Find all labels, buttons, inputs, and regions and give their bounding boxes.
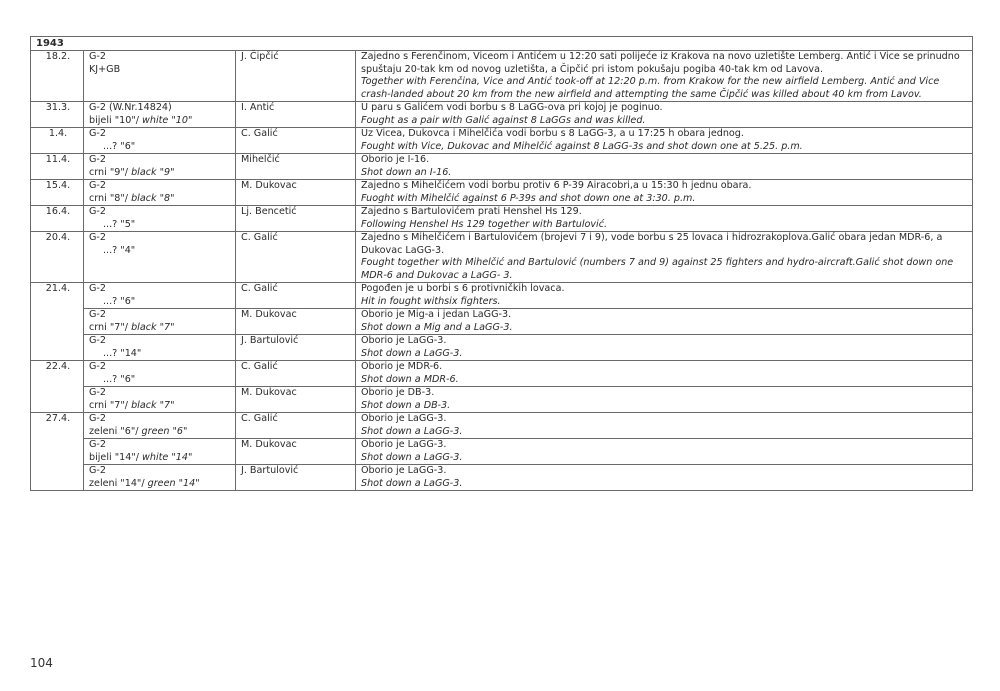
description-cell: [356, 180, 973, 206]
aircraft-marking: crni "7"/: [89, 399, 129, 411]
description-cell: [356, 361, 973, 387]
aircraft-marking: ...? "14": [103, 347, 142, 359]
aircraft-marking-line: [89, 141, 232, 154]
aircraft-marking-en: green "14": [147, 477, 200, 489]
aircraft-marking: crni "9"/: [89, 166, 129, 178]
description-cell: [356, 102, 973, 128]
aircraft-cell: [84, 309, 236, 335]
aircraft-marking-line: [89, 400, 232, 413]
aircraft-marking: ...? "6": [103, 373, 136, 385]
aircraft-marking-line: [89, 167, 232, 180]
description-croatian: Oborio je MDR-6.: [361, 361, 443, 372]
description-english: Shot down an I-16.: [361, 166, 452, 178]
aircraft-type: G-2: [89, 413, 106, 424]
aircraft-marking: ...? "6": [103, 295, 136, 307]
aircraft-cell: [84, 102, 236, 128]
date-cell: [31, 387, 84, 413]
description-english: Fought as a pair with Galić against 8 LaGGs and was killed.: [361, 114, 646, 126]
aircraft-cell: [84, 361, 236, 387]
aircraft-type: G-2: [89, 180, 106, 191]
log-row: [31, 232, 973, 283]
aircraft-type: G-2: [89, 439, 106, 450]
description-english: Shot down a LaGG-3.: [361, 477, 463, 489]
description-croatian: Oborio je DB-3.: [361, 387, 435, 398]
aircraft-marking-line: [89, 348, 232, 361]
aircraft-cell: [84, 232, 236, 283]
description-english: Following Henshel Hs 129 together with Bartulović.: [361, 218, 608, 230]
description-croatian: Oborio je I-16.: [361, 154, 430, 165]
description-croatian: Oborio je Mig-a i jedan LaGG-3.: [361, 309, 512, 320]
aircraft-cell: [84, 206, 236, 232]
description-english: Shot down a Mig and a LaGG-3.: [361, 321, 513, 333]
pilot-cell: I. Antić: [236, 102, 356, 128]
aircraft-cell: [84, 465, 236, 491]
aircraft-cell: [84, 154, 236, 180]
aircraft-marking-en: green "6": [141, 425, 188, 437]
aircraft-type: G-2: [89, 154, 106, 165]
description-cell: [356, 387, 973, 413]
combat-log-table: [30, 36, 973, 491]
log-row: [31, 180, 973, 206]
year-label: 1943: [31, 37, 973, 51]
aircraft-marking: zeleni "6"/: [89, 425, 139, 437]
date-cell: [31, 309, 84, 335]
aircraft-cell: [84, 283, 236, 309]
description-croatian: Oborio je LaGG-3.: [361, 413, 447, 424]
aircraft-marking: ...? "4": [103, 244, 136, 256]
pilot-cell: M. Dukovac: [236, 309, 356, 335]
description-english: Fuoght with Mihelčić against 6 P-39s and shot down one at 3:30. p.m.: [361, 192, 696, 204]
pilot-cell: C. Galić: [236, 232, 356, 283]
date-cell: 1.4.: [31, 128, 84, 154]
date-cell: 11.4.: [31, 154, 84, 180]
pilot-cell: C. Galić: [236, 128, 356, 154]
description-cell: [356, 206, 973, 232]
aircraft-type: G-2: [89, 465, 106, 476]
aircraft-marking-line: [89, 452, 232, 465]
aircraft-marking-line: [89, 64, 232, 77]
description-english: Fought together with Mihelčić and Bartulović (numbers 7 and 9) against 25 fighters and hydro-aircraft.Galić shot down one MDR-6 and Dukovac a LaGG- 3.: [361, 257, 954, 281]
aircraft-cell: [84, 51, 236, 102]
description-english: Shot down a LaGG-3.: [361, 425, 463, 437]
aircraft-marking-line: [89, 115, 232, 128]
log-row: [31, 206, 973, 232]
description-croatian: Oborio je LaGG-3.: [361, 465, 447, 476]
aircraft-type: G-2: [89, 361, 106, 372]
description-cell: [356, 128, 973, 154]
description-cell: [356, 309, 973, 335]
aircraft-type: G-2: [89, 51, 106, 62]
description-english: Together with Ferenčina, Vice and Antić took-off at 12:20 p.m. from Krakow for the new airfield Lemberg. Antić and Vice crash-landed about 20 km from the new airfield and attempting the same Čipčić was killed about 40 km from Lavov.: [361, 76, 940, 100]
pilot-cell: J. Bartulović: [236, 335, 356, 361]
description-cell: [356, 283, 973, 309]
aircraft-type: G-2 (W.Nr.14824): [89, 102, 172, 113]
aircraft-marking-en: black "8": [131, 192, 175, 204]
aircraft-cell: [84, 335, 236, 361]
aircraft-marking-line: [89, 322, 232, 335]
aircraft-marking-line: [89, 193, 232, 206]
description-cell: [356, 465, 973, 491]
combat-log-body: [31, 37, 973, 491]
aircraft-marking: KJ+GB: [89, 63, 121, 75]
aircraft-marking-line: [89, 245, 232, 258]
description-cell: [356, 154, 973, 180]
log-row: [31, 465, 973, 491]
aircraft-marking-en: black "9": [131, 166, 175, 178]
aircraft-type: G-2: [89, 206, 106, 217]
aircraft-marking-line: [89, 296, 232, 309]
log-row: [31, 102, 973, 128]
aircraft-marking-en: black "7": [131, 321, 175, 333]
description-cell: [356, 439, 973, 465]
aircraft-marking: ...? "5": [103, 218, 136, 230]
description-croatian: Zajedno s Mihelčićem i Bartulovićem (brojevi 7 i 9), vode borbu s 25 lovaca i hidrozrakoplova.Galić obara jedan MDR-6, a Dukovac LaGG-3.: [361, 232, 943, 256]
date-cell: [31, 465, 84, 491]
description-croatian: Zajedno s Bartulovićem prati Henshel Hs 129.: [361, 206, 582, 217]
log-row: [31, 361, 973, 387]
log-row: [31, 335, 973, 361]
description-english: Shot down a LaGG-3.: [361, 451, 463, 463]
pilot-cell: Lj. Bencetić: [236, 206, 356, 232]
aircraft-type: G-2: [89, 128, 106, 139]
aircraft-type: G-2: [89, 283, 106, 294]
date-cell: [31, 335, 84, 361]
pilot-cell: M. Dukovac: [236, 387, 356, 413]
pilot-cell: M. Dukovac: [236, 439, 356, 465]
log-row: [31, 309, 973, 335]
aircraft-marking: zeleni "14"/: [89, 477, 145, 489]
description-croatian: Zajedno s Ferenčinom, Viceom i Antićem u 12:20 sati polijeće iz Krakova na novo uzletište Lemberg. Antić i Vice se prinudno spuštaju 20-tak km od novog uzletišta, a Čipčić pri istom pokušaju pogiba 40-tak km od Lavova.: [361, 51, 960, 75]
description-english: Shot down a MDR-6.: [361, 373, 459, 385]
date-cell: [31, 439, 84, 465]
aircraft-type: G-2: [89, 335, 106, 346]
date-cell: 15.4.: [31, 180, 84, 206]
aircraft-marking-line: [89, 374, 232, 387]
description-croatian: Zajedno s Mihelčićem vodi borbu protiv 6 P-39 Airacobri,a u 15:30 h jednu obara.: [361, 180, 752, 191]
aircraft-marking-line: [89, 219, 232, 232]
date-cell: 22.4.: [31, 361, 84, 387]
aircraft-cell: [84, 439, 236, 465]
aircraft-type: G-2: [89, 309, 106, 320]
aircraft-cell: [84, 387, 236, 413]
date-cell: 20.4.: [31, 232, 84, 283]
description-english: Hit in fought withsix fighters.: [361, 295, 501, 307]
description-english: Shot down a DB-3.: [361, 399, 451, 411]
aircraft-marking: ...? "6": [103, 140, 136, 152]
log-row: [31, 413, 973, 439]
description-croatian: Oborio je LaGG-3.: [361, 335, 447, 346]
log-row: [31, 439, 973, 465]
date-cell: 18.2.: [31, 51, 84, 102]
description-english: Shot down a LaGG-3.: [361, 347, 463, 359]
aircraft-marking: bijeli "10"/: [89, 114, 139, 126]
aircraft-marking-en: white "10": [142, 114, 193, 126]
description-cell: [356, 335, 973, 361]
log-row: [31, 51, 973, 102]
aircraft-marking: crni "8"/: [89, 192, 129, 204]
aircraft-cell: [84, 413, 236, 439]
page-number: 104: [30, 656, 53, 670]
aircraft-cell: [84, 180, 236, 206]
log-row: [31, 128, 973, 154]
description-croatian: Uz Vicea, Dukovca i Mihelčića vodi borbu s 8 LaGG-3, a u 17:25 h obara jednog.: [361, 128, 744, 139]
description-cell: [356, 51, 973, 102]
aircraft-marking-en: white "14": [142, 451, 193, 463]
description-cell: [356, 232, 973, 283]
date-cell: 21.4.: [31, 283, 84, 309]
aircraft-marking-line: [89, 426, 232, 439]
date-cell: 16.4.: [31, 206, 84, 232]
pilot-cell: C. Galić: [236, 283, 356, 309]
aircraft-marking-line: [89, 478, 232, 491]
pilot-cell: C. Galić: [236, 413, 356, 439]
log-row: [31, 387, 973, 413]
aircraft-type: G-2: [89, 232, 106, 243]
aircraft-marking: bijeli "14"/: [89, 451, 139, 463]
aircraft-type: G-2: [89, 387, 106, 398]
log-row: [31, 283, 973, 309]
description-english: Fought with Vice, Dukovac and Mihelčić against 8 LaGG-3s and shot down one at 5.25. p.m.: [361, 140, 803, 152]
date-cell: 31.3.: [31, 102, 84, 128]
log-row: [31, 154, 973, 180]
description-croatian: Pogođen je u borbi s 6 protivničkih lovaca.: [361, 283, 565, 294]
description-croatian: U paru s Galićem vodi borbu s 8 LaGG-ova pri kojoj je poginuo.: [361, 102, 663, 113]
aircraft-marking: crni "7"/: [89, 321, 129, 333]
pilot-cell: J. Bartulović: [236, 465, 356, 491]
description-cell: [356, 413, 973, 439]
pilot-cell: C. Galić: [236, 361, 356, 387]
description-croatian: Oborio je LaGG-3.: [361, 439, 447, 450]
pilot-cell: Mihelčić: [236, 154, 356, 180]
pilot-cell: M. Dukovac: [236, 180, 356, 206]
pilot-cell: J. Čipčić: [236, 51, 356, 102]
aircraft-cell: [84, 128, 236, 154]
aircraft-marking-en: black "7": [131, 399, 175, 411]
year-header-row: [31, 37, 973, 51]
date-cell: 27.4.: [31, 413, 84, 439]
